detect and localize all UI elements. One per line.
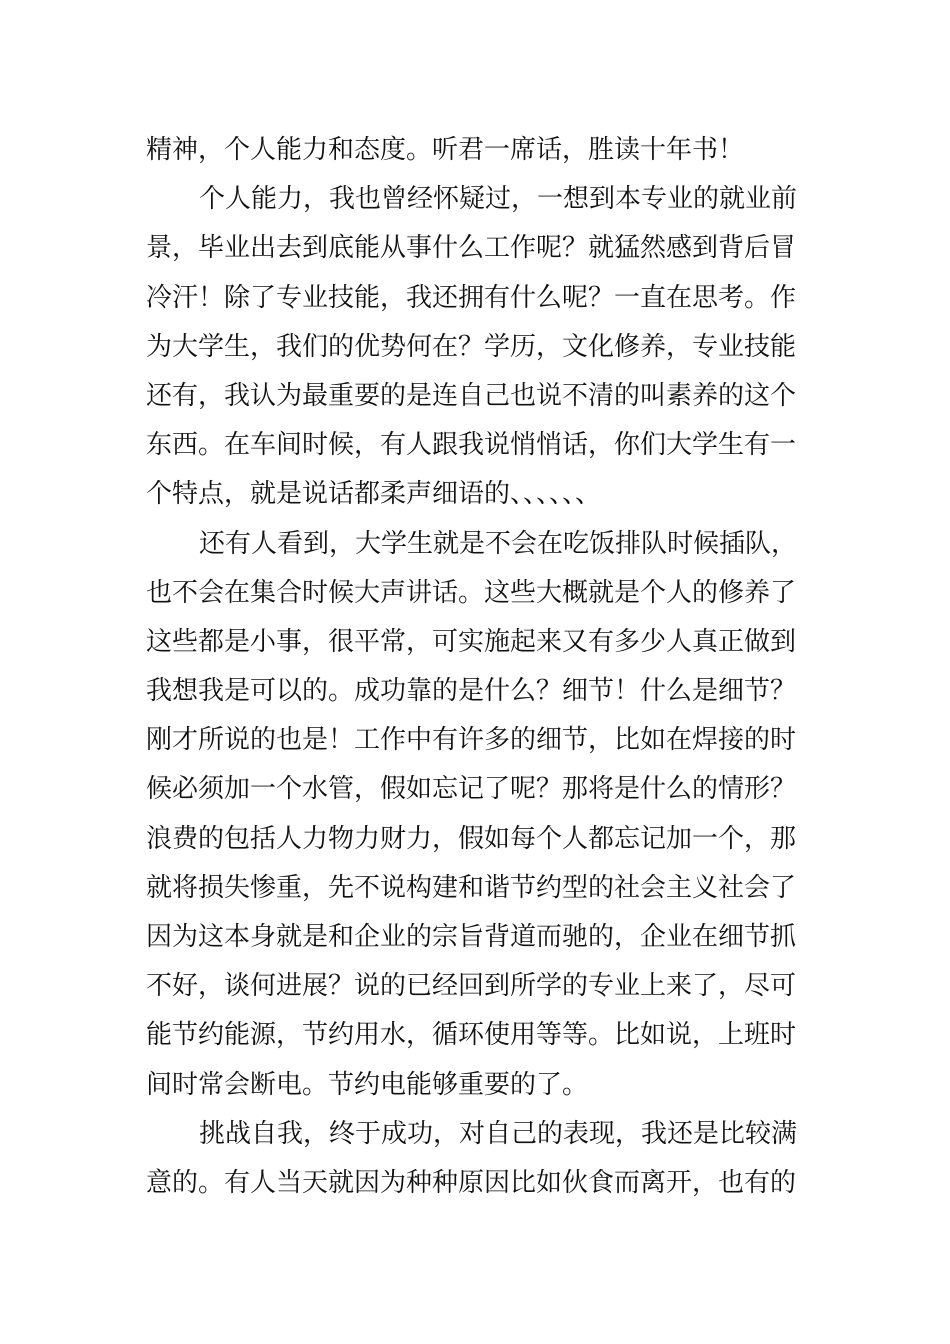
text-line-paragraph-start: 还有人看到，大学生就是不会在吃饭排队时候插队， (199, 528, 798, 559)
text-line: 因为这本身就是和企业的宗旨背道而驰的，企业在细节抓 (146, 922, 797, 952)
text-line: 刚才所说的也是！工作中有许多的细节，比如在焊接的时 (146, 725, 797, 756)
text-line: 个特点，就是说话都柔声细语的、、、、、、 (146, 479, 602, 510)
text-line: 候必须加一个水管，假如忘记了呢？那将是什么的情形？ (146, 774, 797, 805)
text-line: 就将损失惨重，先不说构建和谐节约型的社会主义社会了 (146, 872, 797, 903)
text-line: 还有，我认为最重要的是连自己也说不清的叫素养的这个 (146, 380, 797, 411)
text-line: 这些都是小事，很平常，可实施起来又有多少人真正做到 (146, 626, 797, 657)
text-line: 能节约能源，节约用水，循环使用等等。比如说，上班时 (146, 1020, 797, 1051)
text-line: 间时常会断电。节约电能够重要的了。 (146, 1069, 589, 1100)
text-line: 为大学生，我们的优势何在？学历，文化修养，专业技能 (146, 331, 797, 362)
text-line: 冷汗！除了专业技能，我还拥有什么呢？一直在思考。作 (146, 282, 797, 313)
text-line-paragraph-start: 个人能力，我也曾经怀疑过，一想到本专业的就业前 (199, 184, 798, 215)
text-line: 不好，谈何进展？说的已经回到所学的专业上来了，尽可 (146, 971, 797, 1002)
text-line: 浪费的包括人力物力财力，假如每个人都忘记加一个，那 (146, 823, 797, 854)
text-line: 我想我是可以的。成功靠的是什么？细节！什么是细节？ (146, 676, 797, 707)
text-line: 东西。在车间时候，有人跟我说悄悄话，你们大学生有一 (146, 430, 797, 461)
text-line: 意的。有人当天就因为种种原因比如伙食而离开，也有的 (146, 1167, 797, 1198)
text-line: 景，毕业出去到底能从事什么工作呢？就猛然感到背后冒 (146, 233, 797, 264)
document-body-text (146, 126, 811, 1208)
text-line-paragraph-start: 挑战自我，终于成功，对自己的表现，我还是比较满 (199, 1118, 798, 1149)
text-line: 也不会在集合时候大声讲话。这些大概就是个人的修养了 (146, 577, 797, 608)
text-line: 精神，个人能力和态度。听君一席话，胜读十年书！ (146, 135, 745, 165)
